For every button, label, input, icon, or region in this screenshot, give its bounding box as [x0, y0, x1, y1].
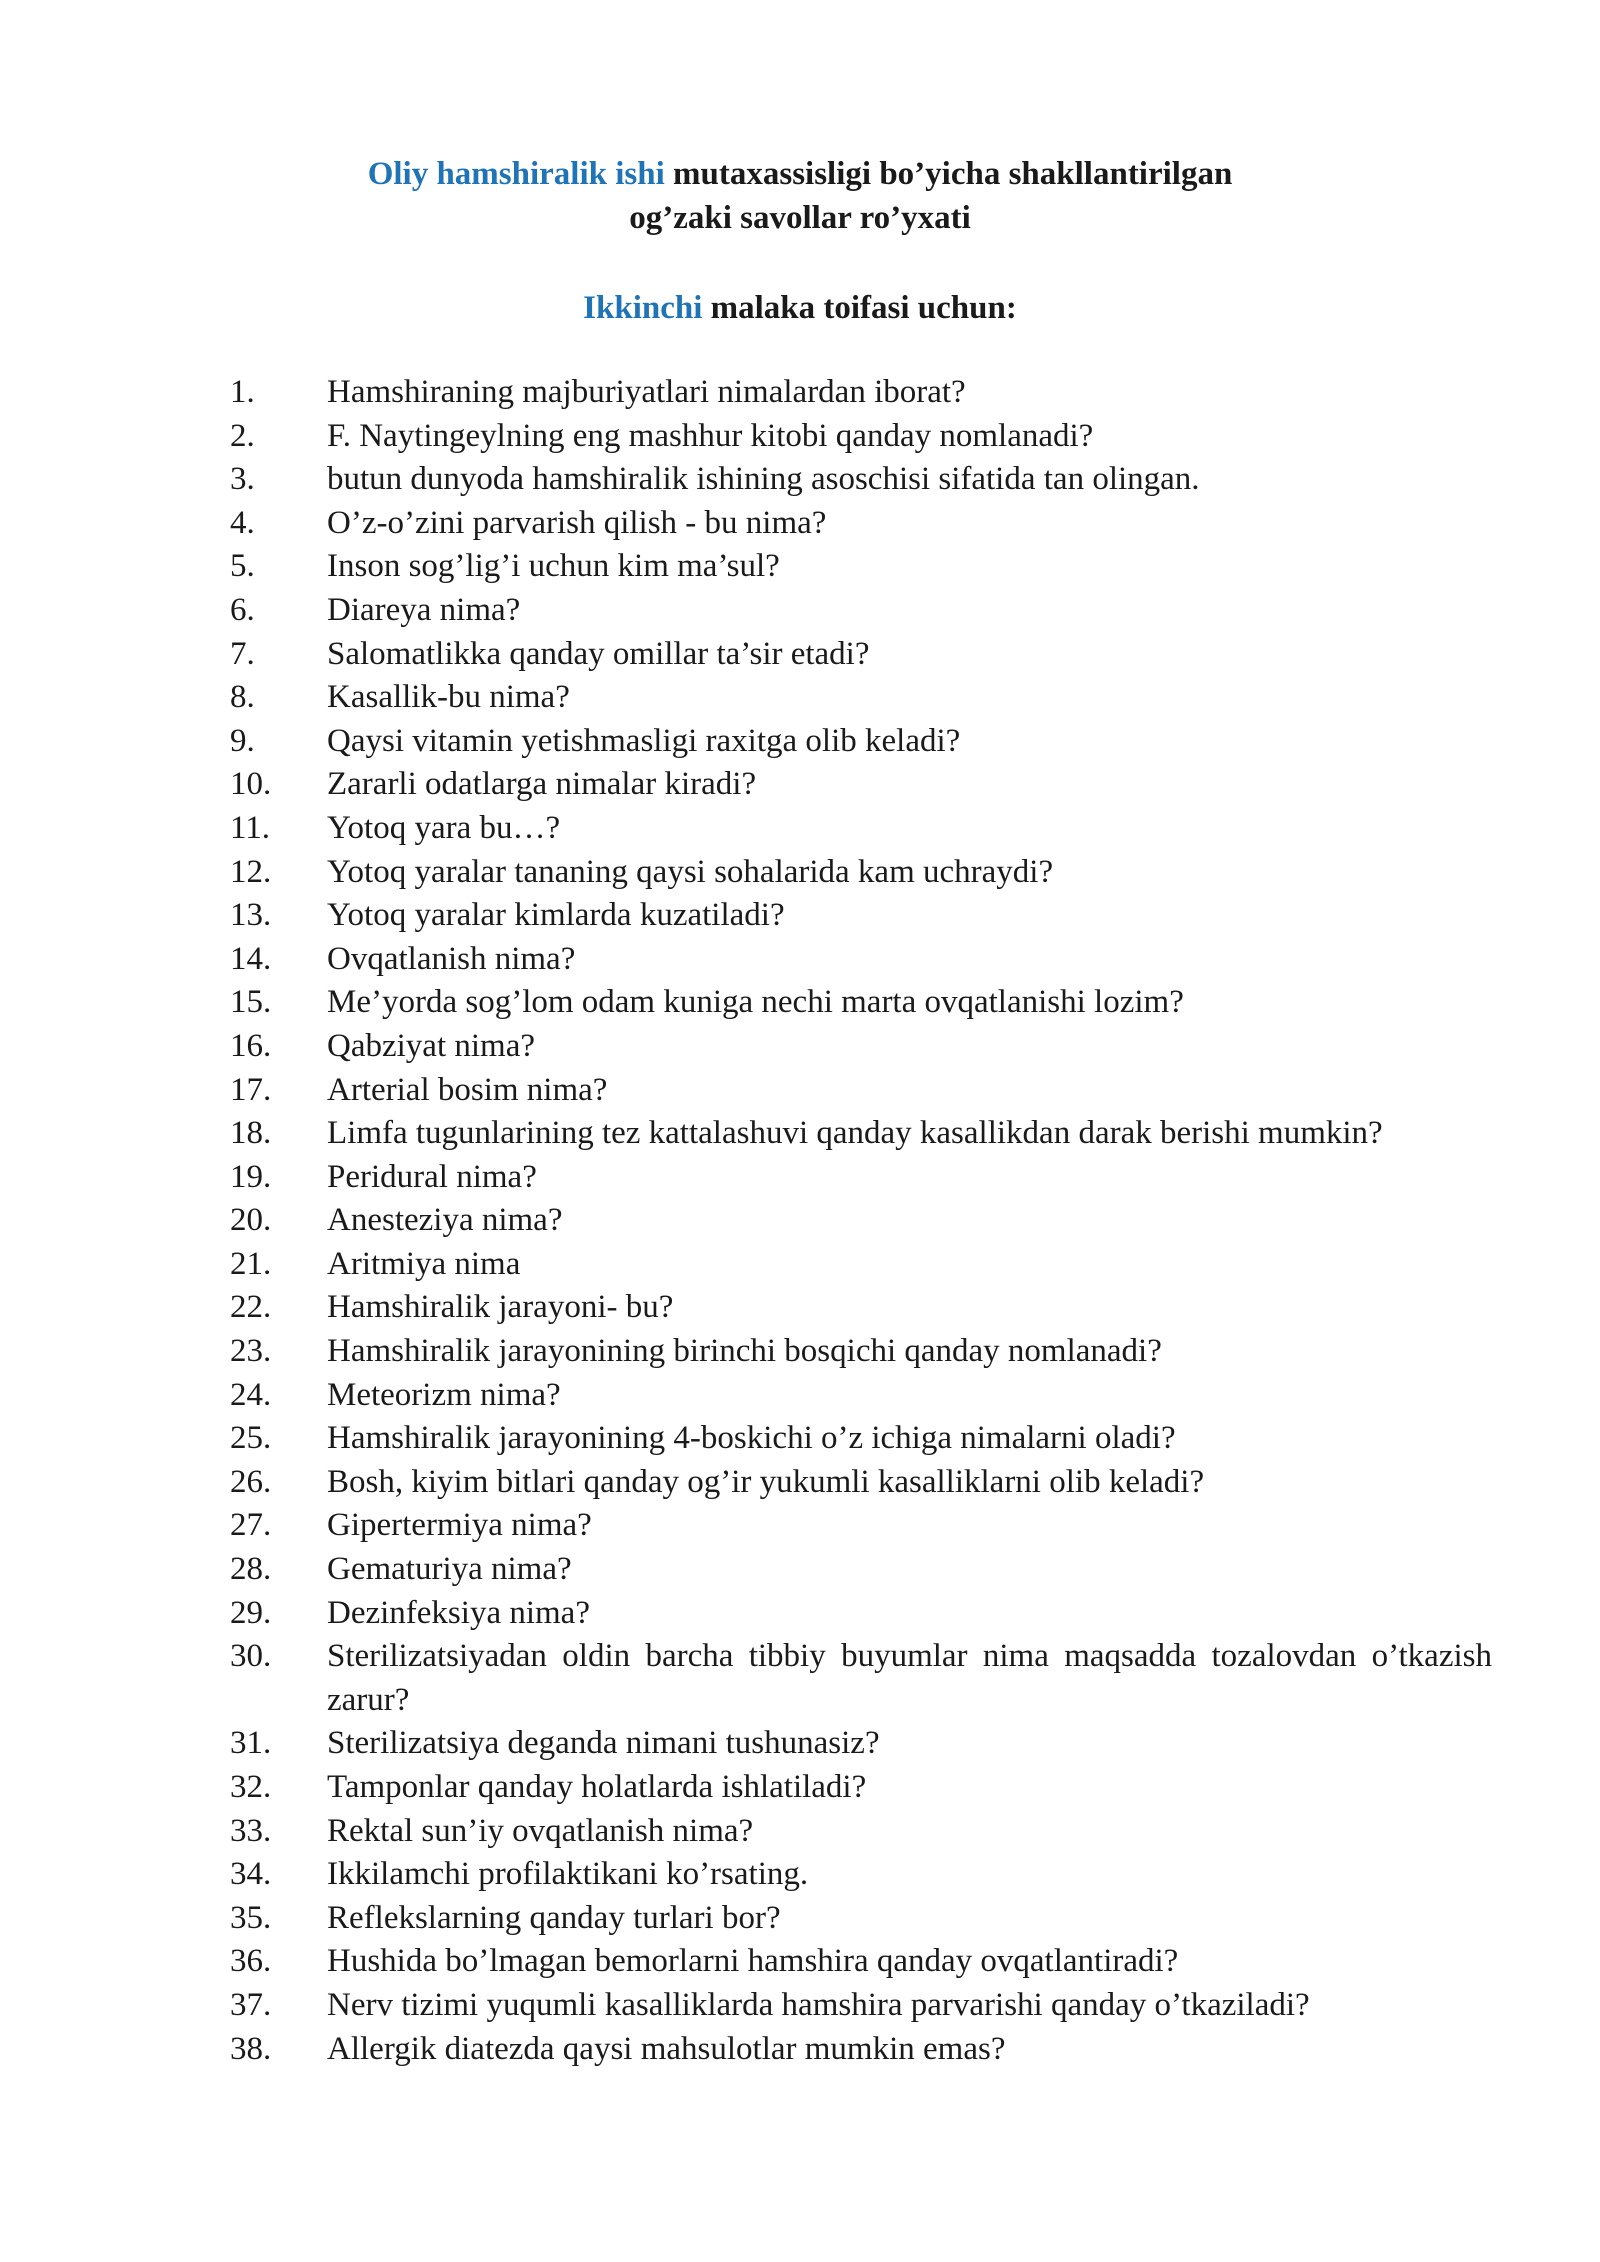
question-item: [230, 720, 1492, 764]
document-subtitle: og’zaki savollar ro’yxati: [629, 200, 971, 236]
question-item: [230, 1069, 1492, 1113]
question-number: 25.: [230, 1420, 272, 1457]
question-number: 12.: [230, 853, 272, 890]
question-number: 23.: [230, 1333, 272, 1370]
question-number: 29.: [230, 1594, 272, 1631]
question-text: Aritmiya nima: [327, 1245, 521, 1282]
question-text: Hamshiralik jarayoni- bu?: [327, 1289, 674, 1326]
question-text: Yotoq yaralar tananing qaysi sohalarida kam uchraydi?: [327, 853, 1054, 890]
question-text: Diareya nima?: [327, 591, 521, 628]
question-number: 21.: [230, 1245, 272, 1282]
question-number: 36.: [230, 1943, 272, 1980]
question-item: [230, 415, 1492, 459]
question-item: [230, 1286, 1492, 1330]
question-item: [230, 894, 1492, 938]
question-item: [230, 763, 1492, 807]
question-item: [230, 589, 1492, 633]
question-number: 14.: [230, 940, 272, 977]
question-item: [230, 545, 1492, 589]
question-number: 33.: [230, 1812, 272, 1849]
question-text: Yotoq yara bu…?: [327, 809, 561, 846]
question-list: [230, 371, 1492, 2071]
question-text: Peridural nima?: [327, 1158, 537, 1195]
question-number: 13.: [230, 897, 272, 934]
question-text: Meteorizm nima?: [327, 1376, 561, 1413]
question-item: [230, 1025, 1492, 1069]
question-text: Sterilizatsiyadan oldin barcha tibbiy buyumlar nima maqsadda tozalovdan o’tkazish zarur?: [327, 1638, 1492, 1718]
document-title: [0, 152, 1600, 196]
question-number: 8.: [230, 679, 255, 716]
question-number: 2.: [230, 417, 255, 454]
question-text: Ovqatlanish nima?: [327, 940, 576, 977]
question-item: [230, 1156, 1492, 1200]
question-text: Bosh, kiyim bitlari qanday og’ir yukumli kasalliklarni olib keladi?: [327, 1463, 1205, 1500]
question-number: 15.: [230, 984, 272, 1021]
question-text: Nerv tizimi yuqumli kasalliklarda hamshira parvarishi qanday o’tkaziladi?: [327, 1986, 1310, 2023]
question-text: F. Naytingeylning eng mashhur kitobi qanday nomlanadi?: [327, 417, 1094, 454]
question-number: 7.: [230, 635, 255, 672]
title-rest: mutaxassisligi bo’yicha shakllantirilgan: [664, 156, 1233, 192]
question-text: Limfa tugunlarining tez kattalashuvi qanday kasallikdan darak berishi mumkin?: [327, 1115, 1383, 1152]
question-text: Tamponlar qanday holatlarda ishlatiladi?: [327, 1769, 867, 1805]
question-number: 32.: [230, 1769, 272, 1805]
question-number: 26.: [230, 1463, 272, 1500]
question-number: 5.: [230, 548, 255, 585]
question-item: [230, 1592, 1492, 1636]
question-item: [230, 1504, 1492, 1548]
question-number: 24.: [230, 1376, 272, 1413]
question-text: Qaysi vitamin yetishmasligi raxitga olib keladi?: [327, 722, 961, 759]
question-text: Salomatlikka qanday omillar ta’sir etadi?: [327, 635, 870, 672]
question-text: Sterilizatsiya deganda nimani tushunasiz?: [327, 1725, 880, 1762]
question-item: [230, 1199, 1492, 1243]
question-number: 34.: [230, 1856, 272, 1893]
question-item: [230, 2028, 1492, 2072]
question-text: Gipertermiya nima?: [327, 1507, 592, 1544]
question-number: 9.: [230, 722, 255, 759]
question-text: Me’yorda sog’lom odam kuniga nechi marta ovqatlanishi lozim?: [327, 984, 1184, 1021]
question-text: Dezinfeksiya nima?: [327, 1594, 590, 1631]
question-number: 4.: [230, 504, 255, 541]
question-item: [230, 676, 1492, 720]
question-number: 20.: [230, 1202, 272, 1239]
question-number: 30.: [230, 1638, 272, 1675]
question-item: [230, 1330, 1492, 1374]
question-item: [230, 1722, 1492, 1766]
question-text: Arterial bosim nima?: [327, 1071, 608, 1108]
question-number: 3.: [230, 461, 255, 498]
question-text: butun dunyoda hamshiralik ishining asoschisi sifatida tan olingan.: [327, 461, 1200, 498]
question-text: Yotoq yaralar kimlarda kuzatiladi?: [327, 897, 785, 934]
question-item: [230, 851, 1492, 895]
question-item: [230, 807, 1492, 851]
question-item: [230, 981, 1492, 1025]
question-number: 10.: [230, 766, 272, 803]
question-text: Ikkilamchi profilaktikani ko’rsating.: [327, 1856, 809, 1893]
question-item: [230, 1243, 1492, 1287]
question-item: [230, 1984, 1492, 2028]
question-item: [230, 502, 1492, 546]
category-rest: malaka toifasi uchun:: [702, 290, 1017, 326]
question-number: 38.: [230, 2030, 272, 2067]
question-text: Hamshiraning majburiyatlari nimalardan iborat?: [327, 374, 966, 410]
question-text: Qabziyat nima?: [327, 1027, 535, 1064]
question-item: [230, 1853, 1492, 1897]
question-number: 37.: [230, 1986, 272, 2023]
category-heading: [0, 286, 1600, 330]
question-number: 28.: [230, 1551, 272, 1588]
question-text: Gematuriya nima?: [327, 1551, 572, 1588]
question-number: 6.: [230, 591, 255, 628]
question-item: [230, 1461, 1492, 1505]
question-text: Rektal sun’iy ovqatlanish nima?: [327, 1812, 754, 1849]
question-text: Hushida bo’lmagan bemorlarni hamshira qanday ovqatlantiradi?: [327, 1943, 1179, 1980]
question-number: 11.: [230, 809, 271, 846]
title-accent: Oliy hamshiralik ishi: [367, 156, 665, 192]
question-number: 18.: [230, 1115, 272, 1152]
category-accent: Ikkinchi: [583, 290, 703, 326]
question-item: [230, 1112, 1492, 1156]
question-number: 1.: [230, 374, 255, 410]
question-item: [230, 1417, 1492, 1461]
question-text: Hamshiralik jarayonining birinchi bosqichi qanday nomlanadi?: [327, 1333, 1162, 1370]
question-number: 22.: [230, 1289, 272, 1326]
question-text: Anesteziya nima?: [327, 1202, 563, 1239]
question-item: [230, 1766, 1492, 1810]
question-text: Inson sog’lig’i uchun kim ma’sul?: [327, 548, 780, 585]
question-text: Zararli odatlarga nimalar kiradi?: [327, 766, 757, 803]
question-text: O’z-o’zini parvarish qilish - bu nima?: [327, 504, 827, 541]
question-text: Hamshiralik jarayonining 4-boskichi o’z ichiga nimalarni oladi?: [327, 1420, 1176, 1457]
question-number: 31.: [230, 1725, 272, 1762]
question-number: 19.: [230, 1158, 272, 1195]
question-item: [230, 1810, 1492, 1854]
question-item: [230, 1548, 1492, 1592]
question-item: [230, 1940, 1492, 1984]
question-item: [230, 1635, 1492, 1722]
question-item: [230, 371, 1492, 415]
question-text: Kasallik-bu nima?: [327, 679, 570, 716]
question-number: 16.: [230, 1027, 272, 1064]
question-number: 35.: [230, 1899, 272, 1936]
question-text: Reflekslarning qanday turlari bor?: [327, 1899, 781, 1936]
question-item: [230, 458, 1492, 502]
question-item: [230, 938, 1492, 982]
question-text: Allergik diatezda qaysi mahsulotlar mumkin emas?: [327, 2030, 1006, 2067]
question-item: [230, 1897, 1492, 1941]
question-number: 17.: [230, 1071, 272, 1108]
question-item: [230, 633, 1492, 677]
question-number: 27.: [230, 1507, 272, 1544]
question-item: [230, 1374, 1492, 1418]
